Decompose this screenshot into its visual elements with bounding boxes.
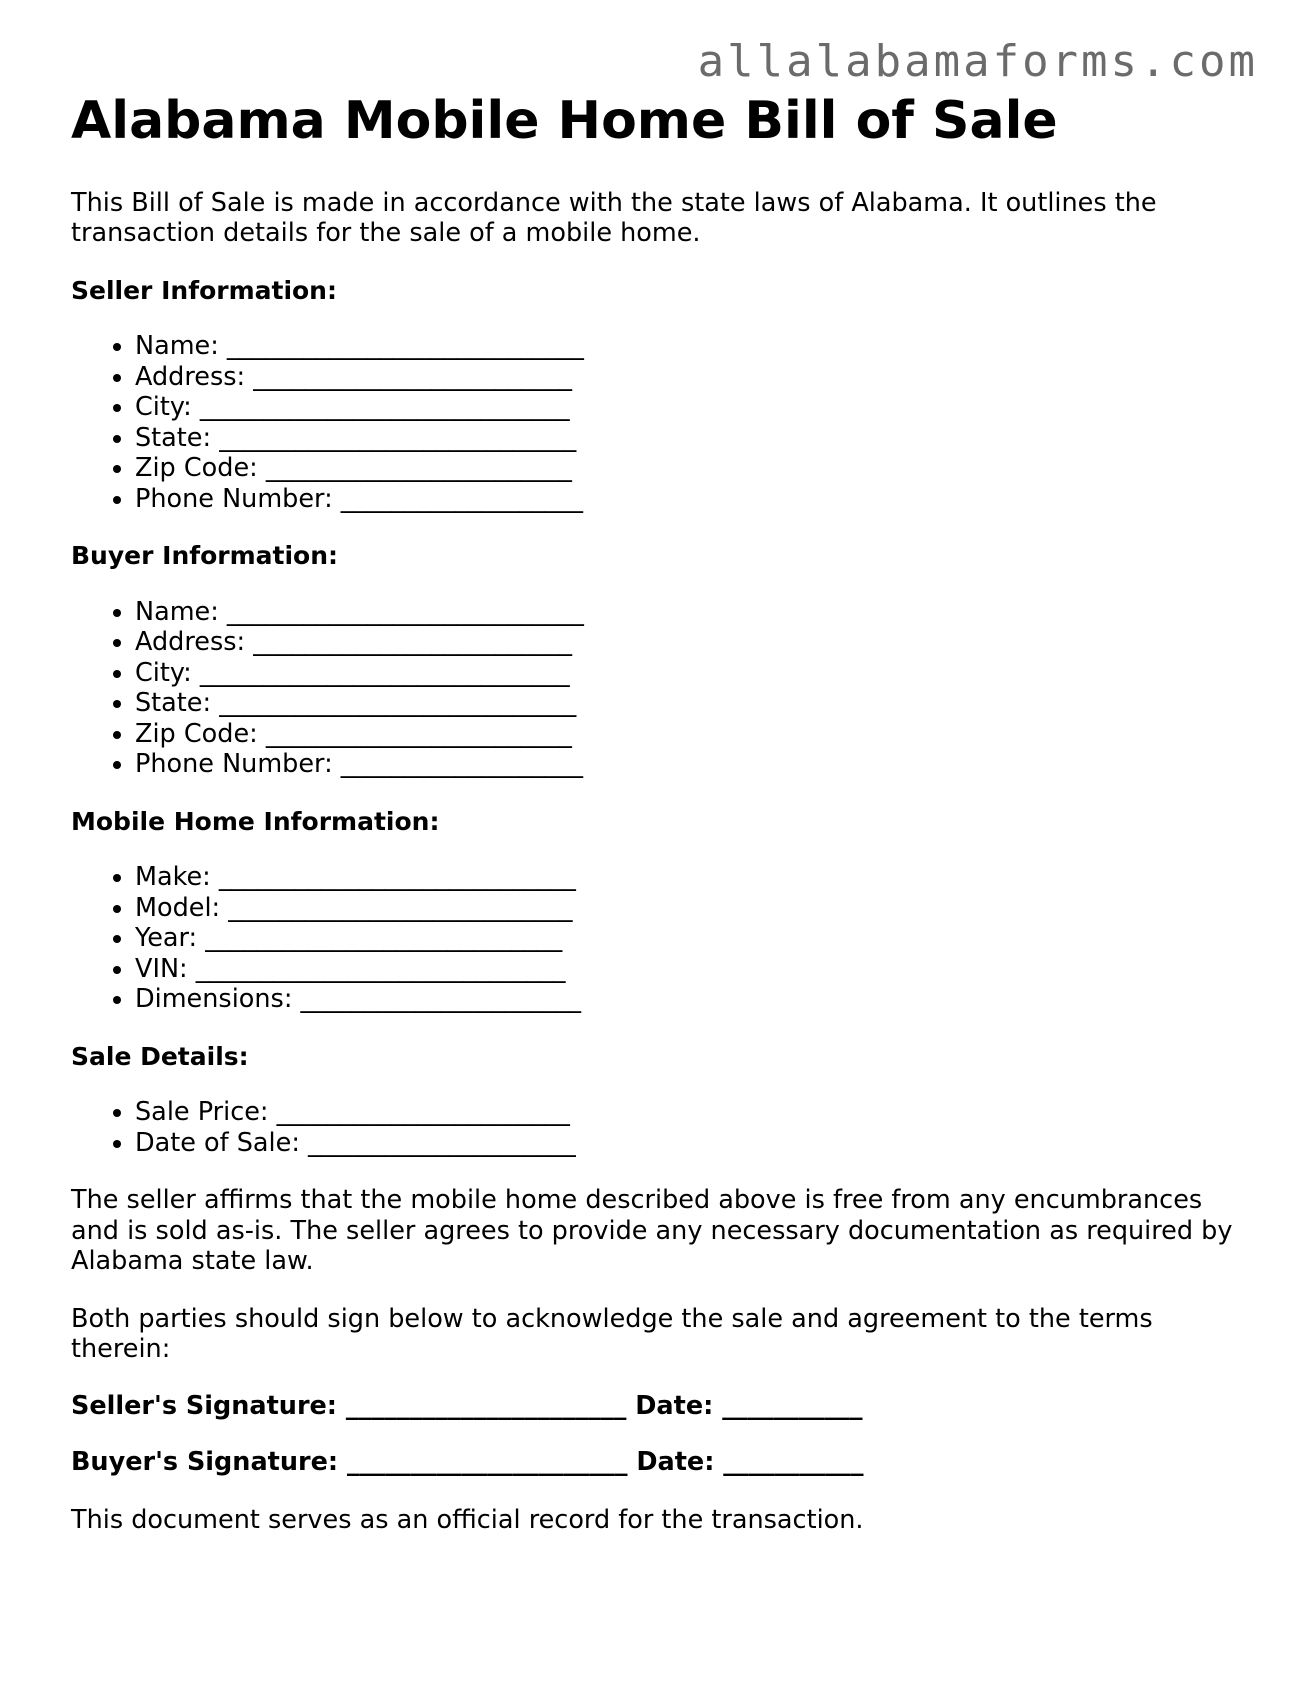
intro-paragraph: This Bill of Sale is made in accordance with the state laws of Alabama. It outlines the transaction details for the sale of a mobile home. bbox=[71, 187, 1157, 249]
buyer-fields-list bbox=[71, 597, 1251, 780]
affirmation-paragraph: The seller affirms that the mobile home described above is free from any encumbrances and is sold as-is. The seller agrees to provide any necessary documentation as required by Alabama state law. bbox=[71, 1185, 1233, 1277]
sale-price-field: • Sale Price: _______________________ bbox=[135, 1097, 1251, 1128]
vin-field: • VIN: _____________________________ bbox=[135, 954, 1251, 985]
closing-paragraph: This document serves as an official record for the transaction. bbox=[71, 1504, 864, 1535]
seller-signature-line: Seller's Signature: ______________________ Date: ___________ bbox=[71, 1390, 863, 1421]
buyer-name-field: • Name: ____________________________ bbox=[135, 597, 1251, 628]
make-field: • Make: ____________________________ bbox=[135, 862, 1251, 893]
year-field: • Year: ____________________________ bbox=[135, 923, 1251, 954]
page-title: Alabama Mobile Home Bill of Sale bbox=[71, 91, 1058, 151]
buyer-zip-field: • Zip Code: ________________________ bbox=[135, 719, 1251, 750]
buyer-address-field: • Address: _________________________ bbox=[135, 627, 1251, 658]
buyer-phone-field: • Phone Number: ___________________ bbox=[135, 749, 1251, 780]
mobile-home-heading: Mobile Home Information: bbox=[71, 806, 440, 836]
seller-address-field: • Address: _________________________ bbox=[135, 362, 1251, 393]
seller-city-field: • City: _____________________________ bbox=[135, 392, 1251, 423]
buyer-state-field: • State: ____________________________ bbox=[135, 688, 1251, 719]
model-field: • Model: ___________________________ bbox=[135, 893, 1251, 924]
seller-heading: Seller Information: bbox=[71, 275, 337, 305]
seller-zip-field: • Zip Code: ________________________ bbox=[135, 453, 1251, 484]
buyer-city-field: • City: _____________________________ bbox=[135, 658, 1251, 689]
mobile-home-fields-list bbox=[71, 862, 1251, 1015]
date-of-sale-field: • Date of Sale: _____________________ bbox=[135, 1128, 1251, 1159]
acknowledge-paragraph: Both parties should sign below to acknowledge the sale and agreement to the terms therein: bbox=[71, 1303, 1153, 1365]
sale-details-list bbox=[71, 1097, 1251, 1158]
seller-state-field: • State: ____________________________ bbox=[135, 423, 1251, 454]
document-page bbox=[71, 92, 1251, 1535]
sale-details-heading: Sale Details: bbox=[71, 1041, 249, 1071]
seller-name-field: • Name: ____________________________ bbox=[135, 331, 1251, 362]
buyer-signature-line: Buyer's Signature: ______________________ Date: ___________ bbox=[71, 1447, 864, 1478]
seller-fields-list bbox=[71, 331, 1251, 514]
buyer-heading: Buyer Information: bbox=[71, 541, 339, 571]
watermark: allalabamaforms.com bbox=[697, 36, 1258, 87]
seller-phone-field: • Phone Number: ___________________ bbox=[135, 484, 1251, 515]
dimensions-field: • Dimensions: ______________________ bbox=[135, 984, 1251, 1015]
